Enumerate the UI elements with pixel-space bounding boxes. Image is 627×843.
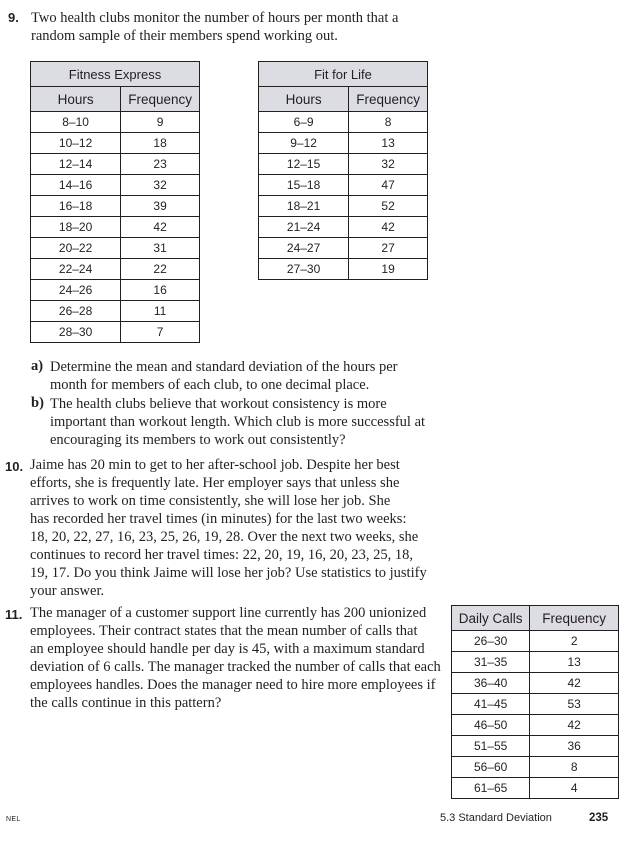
text-line: encouraging its members to work out consistently? (50, 432, 346, 448)
fit-for-life-table (258, 61, 428, 280)
table-row (452, 694, 619, 715)
column-header-hours: Hours (259, 87, 349, 112)
interval-cell: 61–65 (452, 778, 530, 799)
table-row (259, 112, 428, 133)
table-row (259, 154, 428, 175)
interval-cell: 6–9 (259, 112, 349, 133)
interval-cell: 18–21 (259, 196, 349, 217)
table-row (31, 154, 200, 175)
text-line: efforts, she is frequently late. Her employer says that unless she (30, 475, 400, 491)
frequency-cell: 36 (530, 736, 619, 757)
table-title: Fitness Express (31, 62, 200, 87)
frequency-cell: 42 (530, 673, 619, 694)
frequency-cell: 2 (530, 631, 619, 652)
interval-cell: 20–22 (31, 238, 121, 259)
frequency-cell: 39 (121, 196, 200, 217)
interval-cell: 12–15 (259, 154, 349, 175)
frequency-cell: 11 (121, 301, 200, 322)
interval-cell: 22–24 (31, 259, 121, 280)
table-row (31, 322, 200, 343)
table-row (31, 112, 200, 133)
text-line: arrives to work on time consistently, she will lose her job. She (30, 493, 391, 509)
frequency-cell: 42 (121, 217, 200, 238)
interval-cell: 24–26 (31, 280, 121, 301)
text-line: The health clubs believe that workout consistency is more (50, 396, 387, 412)
column-header-frequency: Frequency (530, 606, 619, 631)
text-line: random sample of their members spend working out. (31, 28, 338, 44)
table-row (259, 133, 428, 154)
text-line: important than workout length. Which club is more successful at (50, 414, 426, 430)
frequency-cell: 32 (121, 175, 200, 196)
table-row (452, 757, 619, 778)
text-line: Jaime has 20 min to get to her after-school job. Despite her best (30, 457, 400, 473)
question-9-number: 9. (8, 10, 19, 25)
text-line: has recorded her travel times (in minutes) for the last two weeks: (30, 511, 407, 527)
question-9-text (31, 9, 398, 45)
table-row (31, 196, 200, 217)
interval-cell: 56–60 (452, 757, 530, 778)
interval-cell: 14–16 (31, 175, 121, 196)
table-row (452, 673, 619, 694)
text-line: your answer. (30, 583, 105, 599)
frequency-cell: 16 (121, 280, 200, 301)
part-b-label: b) (31, 395, 44, 411)
part-a-text (50, 358, 397, 394)
column-header-hours: Hours (31, 87, 121, 112)
text-line: employees. Their contract states that the mean number of calls that (30, 623, 418, 639)
fitness-express-table (30, 61, 200, 343)
table-row (31, 217, 200, 238)
table-row (259, 217, 428, 238)
frequency-cell: 9 (121, 112, 200, 133)
frequency-cell: 27 (349, 238, 428, 259)
text-line: 18, 20, 22, 27, 16, 23, 25, 26, 19, 28. Over the next two weeks, she (30, 529, 419, 545)
interval-cell: 51–55 (452, 736, 530, 757)
text-line: an employee should handle per day is 45, with a maximum standard (30, 641, 425, 657)
text-line: The manager of a customer support line currently has 200 unionized (30, 605, 427, 621)
frequency-cell: 52 (349, 196, 428, 217)
interval-cell: 9–12 (259, 133, 349, 154)
text-line: 19, 17. Do you think Jaime will lose her job? Use statistics to justify (30, 565, 427, 581)
interval-cell: 41–45 (452, 694, 530, 715)
table-row (452, 736, 619, 757)
interval-cell: 21–24 (259, 217, 349, 238)
interval-cell: 36–40 (452, 673, 530, 694)
table-title: Fit for Life (259, 62, 428, 87)
table-row (31, 238, 200, 259)
publisher-mark: NEL (6, 816, 21, 823)
text-line: Determine the mean and standard deviation of the hours per (50, 359, 398, 375)
text-line: continues to record her travel times: 22, 20, 19, 16, 20, 23, 25, 18, (30, 547, 413, 563)
interval-cell: 12–14 (31, 154, 121, 175)
text-line: Two health clubs monitor the number of hours per month that a (31, 10, 399, 26)
text-line: deviation of 6 calls. The manager tracked the number of calls that each (30, 659, 441, 675)
section-title: 5.3 Standard Deviation (440, 812, 552, 824)
table-row (31, 280, 200, 301)
daily-calls-table (451, 605, 619, 799)
interval-cell: 31–35 (452, 652, 530, 673)
table-row (31, 259, 200, 280)
frequency-cell: 53 (530, 694, 619, 715)
question-11-number: 11. (5, 607, 23, 622)
interval-cell: 16–18 (31, 196, 121, 217)
interval-cell: 26–28 (31, 301, 121, 322)
frequency-cell: 19 (349, 259, 428, 280)
interval-cell: 15–18 (259, 175, 349, 196)
text-line: month for members of each club, to one decimal place. (50, 377, 370, 393)
frequency-cell: 8 (530, 757, 619, 778)
table-row (259, 259, 428, 280)
interval-cell: 8–10 (31, 112, 121, 133)
column-header-frequency: Frequency (121, 87, 200, 112)
table-row (31, 175, 200, 196)
interval-cell: 10–12 (31, 133, 121, 154)
page-number: 235 (589, 812, 609, 824)
question-10-number: 10. (5, 459, 24, 474)
interval-cell: 24–27 (259, 238, 349, 259)
table-row (452, 778, 619, 799)
text-line: the calls continue in this pattern? (30, 695, 222, 711)
text-line: employees handles. Does the manager need to hire more employees if (30, 677, 436, 693)
table-row (31, 133, 200, 154)
table-row (259, 196, 428, 217)
frequency-cell: 47 (349, 175, 428, 196)
table-row (31, 301, 200, 322)
interval-cell: 26–30 (452, 631, 530, 652)
frequency-cell: 4 (530, 778, 619, 799)
frequency-cell: 31 (121, 238, 200, 259)
part-a-label: a) (31, 358, 44, 374)
frequency-cell: 8 (349, 112, 428, 133)
column-header-daily-calls: Daily Calls (452, 606, 530, 631)
frequency-cell: 32 (349, 154, 428, 175)
interval-cell: 18–20 (31, 217, 121, 238)
table-row (452, 631, 619, 652)
column-header-frequency: Frequency (349, 87, 428, 112)
frequency-cell: 13 (349, 133, 428, 154)
table-row (259, 238, 428, 259)
frequency-cell: 23 (121, 154, 200, 175)
frequency-cell: 22 (121, 259, 200, 280)
frequency-cell: 7 (121, 322, 200, 343)
frequency-cell: 42 (530, 715, 619, 736)
table-row (452, 715, 619, 736)
interval-cell: 28–30 (31, 322, 121, 343)
frequency-cell: 13 (530, 652, 619, 673)
frequency-cell: 18 (121, 133, 200, 154)
interval-cell: 27–30 (259, 259, 349, 280)
interval-cell: 46–50 (452, 715, 530, 736)
question-10-text (30, 456, 427, 600)
table-row (259, 175, 428, 196)
table-row (452, 652, 619, 673)
part-b-text (50, 395, 425, 449)
frequency-cell: 42 (349, 217, 428, 238)
question-11-text (30, 604, 441, 712)
